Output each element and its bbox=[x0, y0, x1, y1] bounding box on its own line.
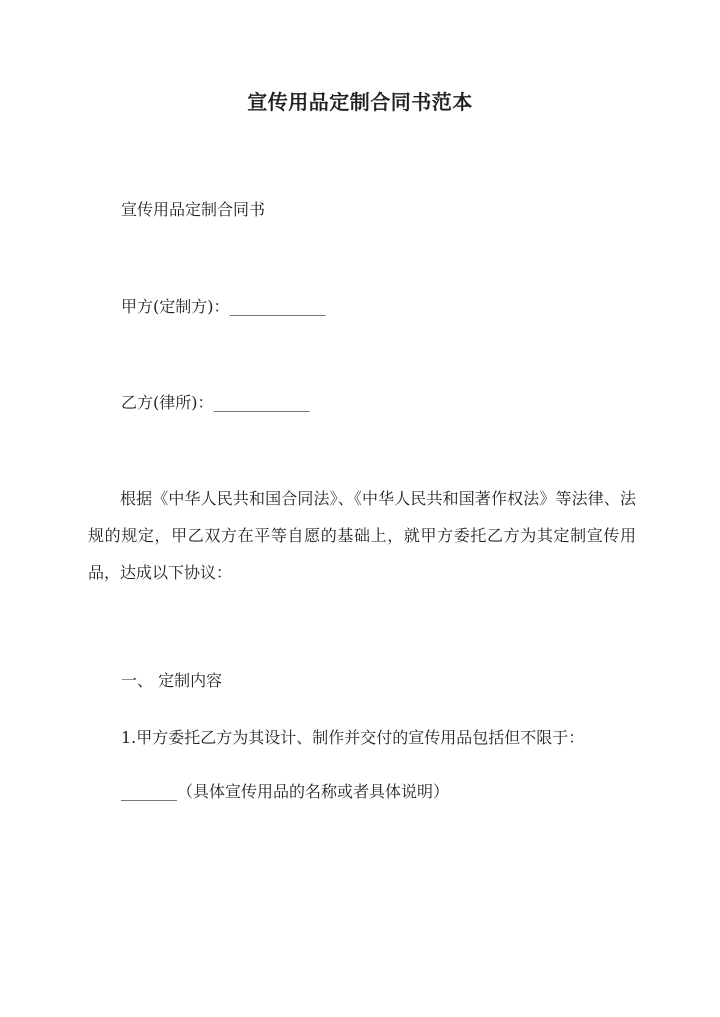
section-heading: 一、 定制内容 bbox=[121, 671, 223, 690]
preamble-paragraph: 根据《中华人民共和国合同法》、《中华人民共和国著作权法》等法律、法规的规定，甲乙双方在平等自愿的基础上，就甲方委托乙方为其定制宣传用品，达成以下协议： bbox=[88, 489, 636, 582]
party-a-line: 甲方(定制方)：____________ bbox=[121, 297, 326, 316]
party-b-line: 乙方(律所)：____________ bbox=[121, 393, 310, 412]
clause-text: 1.甲方委托乙方为其设计、制作并交付的宣传用品包括但不限于： bbox=[121, 728, 585, 747]
document-title: 宣传用品定制合同书范本 bbox=[247, 90, 473, 114]
contract-subtitle: 宣传用品定制合同书 bbox=[121, 200, 266, 219]
clause-detail: _______（具体宣传用品的名称或者具体说明） bbox=[121, 782, 450, 801]
